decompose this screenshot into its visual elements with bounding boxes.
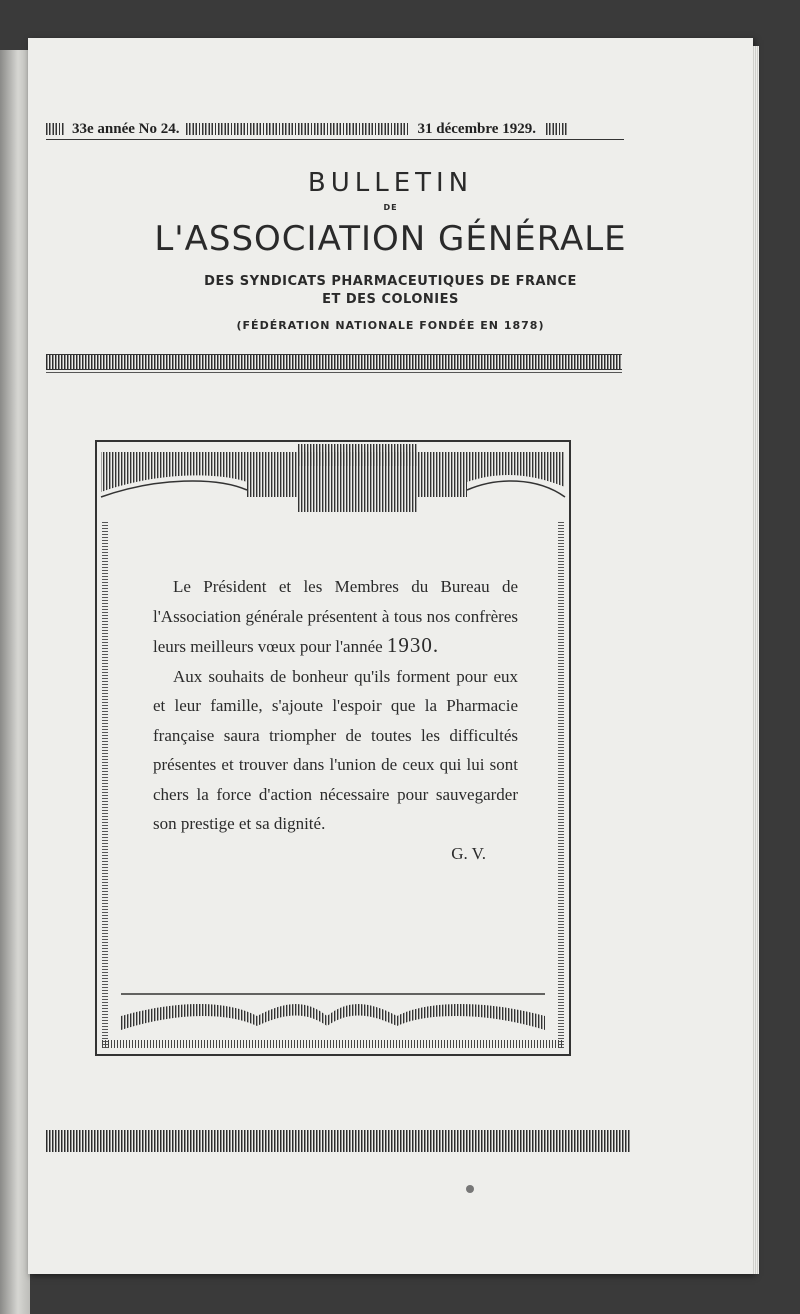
header-rule xyxy=(46,139,624,140)
frame-top-ornament xyxy=(97,442,569,522)
masthead-colonies: ET DES COLONIES xyxy=(322,292,459,307)
greeting-frame xyxy=(95,440,571,1056)
header-ornament-left xyxy=(46,123,64,135)
issue-date: 31 décembre 1929. xyxy=(417,120,536,137)
issue-header xyxy=(46,118,624,140)
adjacent-page-edge xyxy=(0,50,30,1314)
issue-number: 33e année No 24. xyxy=(72,120,180,137)
header-ornament-right xyxy=(546,123,568,135)
message-paragraph-2: Aux souhaits de bonheur qu'ils forment pour eux et leur famille, s'ajoute l'espoir que la Pharmacie française saura triompher de toutes les difficultés présentes et trouver dans l'union de ceux qui lui sont chers la force d'action nécessaire pour sauvegarder son prestige et sa dignité. xyxy=(153,666,518,833)
frame-right-hatch xyxy=(558,522,564,1048)
masthead-association: L'ASSOCIATION GÉNÉRALE xyxy=(154,219,627,259)
ornamental-band-top xyxy=(46,354,622,370)
band-rule xyxy=(46,372,622,373)
message-paragraph-1-text: Le Président et les Membres du Bureau de l'Association générale présentent à tous nos confrères leurs meilleurs vœux pour l'année xyxy=(153,577,518,656)
masthead-federation: (FÉDÉRATION NATIONALE FONDÉE EN 1878) xyxy=(236,319,545,332)
frame-bottom-hatch xyxy=(102,1040,564,1048)
greeting-year: 1930. xyxy=(386,633,440,657)
masthead-bulletin: BULLETIN xyxy=(307,168,474,198)
signature: G. V. xyxy=(451,843,486,863)
ornamental-band-bottom xyxy=(46,1130,630,1152)
greeting-message xyxy=(153,572,518,868)
binding-mark xyxy=(466,1185,474,1193)
masthead-de: DE xyxy=(383,203,398,212)
header-ornament-middle xyxy=(186,123,408,135)
bulletin-page xyxy=(28,38,753,1274)
frame-left-hatch xyxy=(102,522,108,1048)
message-paragraph-1 xyxy=(153,572,518,662)
frame-bottom-ornament xyxy=(97,990,569,1040)
page-stack-edge xyxy=(753,46,759,1274)
masthead-syndicats: DES SYNDICATS PHARMACEUTIQUES DE FRANCE xyxy=(204,274,577,289)
